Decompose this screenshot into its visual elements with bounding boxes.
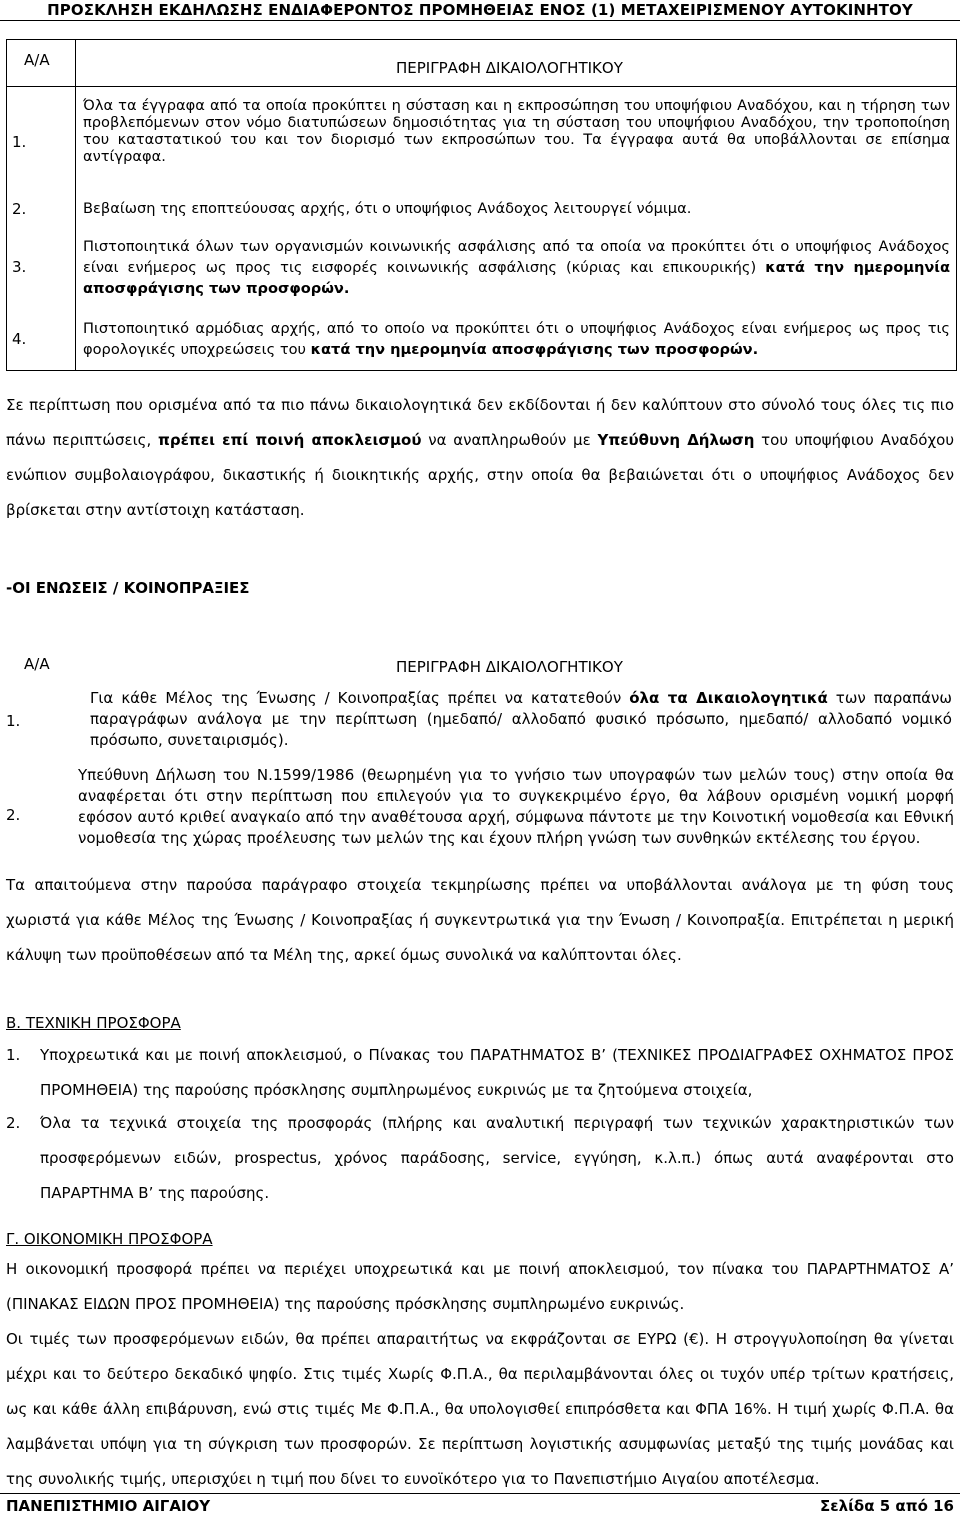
- table2-row1-post: των παραπάνω παραγράφων ανάλογα με την περίπτωση (ημεδαπό/ αλλοδαπό φυσικό πρόσωπο, ημεδαπό/ αλλοδαπό νομικό πρόσωπο, συνεταιρισμός).: [90, 689, 952, 749]
- unions-title: -ΟΙ ΕΝΩΣΕΙΣ / ΚΟΙΝΟΠΡΑΞΙΕΣ: [6, 579, 250, 597]
- section-b-item1-text: Υποχρεωτικά και με ποινή αποκλεισμού, ο Πίνακας του ΠΑΡΑΤΗΜΑΤΟΣ Β’ (ΤΕΧΝΙΚΕΣ ΠΡΟΔΙΑΓΡΑΦΕΣ ΟΧΗΜΑΤΟΣ ΠΡΟΣ ΠΡΟΜΗΘΕΙΑ) της παρούσης πρόσκλησης συμπληρωμένος ευκρινώς με τα ζητούμενα στοιχεία,: [40, 1046, 954, 1099]
- table2-row2-text: Υπεύθυνη Δήλωση του Ν.1599/1986 (θεωρημένη για το γνήσιο των υπογραφών των μελών τους) στην οποία θα αναφέρεται ότι στην περίπτωση που επιλεγούν για το συγκεκριμένο έργο, θα λάβουν ορισμένη νομική μορφή εφόσον αυτό κριθεί αναγκαίο από την αναθέτουσα αρχή, σύμφωνα πάντοτε με την Κοινοτική νομοθεσία και Εθνική νομοθεσία της χώρας προέλευσης των μελών της και έχουν πλήρη γνώση των συνθηκών εκτέλεσης του έργου.: [78, 766, 954, 847]
- table2-row1-pre: Για κάθε Μέλος της Ένωσης / Κοινοπραξίας πρέπει να κατατεθούν: [90, 689, 622, 707]
- table1-row4-text: Πιστοποιητικό αρμόδιας αρχής, από το οποίο να προκύπτει ότι ο υποψήφιος Ανάδοχος είναι ενήμερος ως προς τις φορολογικές υποχρεώσεις του: [83, 320, 950, 358]
- table1-row4-desc: [83, 318, 950, 360]
- table1-row2-num: 2.: [12, 200, 27, 218]
- table2-col-desc: ΠΕΡΙΓΡΑΦΗ ΔΙΚΑΙΟΛΟΓΗΤΙΚΟΥ: [396, 658, 623, 676]
- table1-row3-desc: [83, 236, 950, 299]
- table1-row4-num: 4.: [12, 330, 27, 348]
- para1-text3: του υποψήφιου Αναδόχου ενώπιον συμβολαιογράφου, δικαστικής ή διοικητικής αρχής, στην οποία θα βεβαιώνεται ότι ο υποψήφιος Ανάδοχος δεν βρίσκεται στην αντίστοιχη κατάσταση.: [6, 431, 955, 519]
- table2-row1-bold: όλα τα Δικαιολογητικά: [629, 689, 828, 707]
- section-g-p2: Οι τιμές των προσφερόμενων ειδών, θα πρέπει απαραιτήτως να εκφράζονται σε ΕΥΡΩ (€). Η στρογγυλοποίηση θα γίνεται μέχρι και το δεύτερο δεκαδικό ψηφίο. Στις τιμές Χωρίς Φ.Π.Α., θα περιλαμβάνονται όλες οι τυχόν υπέρ τρίτων κρατήσεις, ως και κάθε άλλη επιβάρυνση, ενώ στις τιμές Με Φ.Π.Α., θα υπολογισθεί επιπρόσθετα και ΦΠΑ 16%. Η τιμή χωρίς Φ.Π.Α. θα λαμβάνεται υπόψη για τη σύγκριση των προσφορών. Σε περίπτωση λογιστικής ασυμφωνίας μεταξύ της τιμής μονάδας και της συνολικής τιμής, υπερισχύει η τιμή που δίνει το ευνοϊκότερο για το Πανεπιστήμιο Αιγαίου αποτέλεσμα.: [6, 1330, 954, 1488]
- para1-text1: Σε περίπτωση που ορισμένα από τα πιο πάνω δικαιολογητικά δεν εκδίδονται ή δεν καλύπτουν στο σύνολό τους όλες τις πιο πάνω περιπτώσεις,: [6, 396, 954, 449]
- table1-row1-num: 1.: [12, 133, 27, 151]
- table1-col-aa: Α/Α: [24, 51, 50, 69]
- section-b-title: Β. ΤΕΧΝΙΚΗ ΠΡΟΣΦΟΡΑ: [6, 1014, 181, 1032]
- table1-row2-text: Βεβαίωση της εποπτεύουσας αρχής, ότι ο υποψήφιος Ανάδοχος λειτουργεί νόμιμα.: [83, 200, 692, 217]
- section-g-p1: Η οικονομική προσφορά πρέπει να περιέχει υποχρεωτικά και με ποινή αποκλεισμού, τον πίνακα του ΠΑΡΑΡΤΗΜΑΤΟΣ Α’ (ΠΙΝΑΚΑΣ ΕΙΔΩΝ ΠΡΟΣ ΠΡΟΜΗΘΕΙΑ) της παρούσης πρόσκλησης συμπληρωμένο ευκρινώς.: [6, 1260, 954, 1313]
- section-g-title: Γ. ΟΙΚΟΝΟΜΙΚΗ ΠΡΟΣΦΟΡΑ: [6, 1230, 213, 1248]
- paragraph-substitute-declaration: [6, 388, 954, 528]
- footer-page-number: Σελίδα 5 από 16: [820, 1497, 954, 1515]
- footer-university: ΠΑΝΕΠΙΣΤΗΜΙΟ ΑΙΓΑΙΟΥ: [6, 1497, 211, 1515]
- para1-bold2: Υπεύθυνη Δήλωση: [597, 431, 755, 449]
- table1-row4-bold: κατά την ημερομηνία αποσφράγισης των προσφορών.: [310, 341, 759, 358]
- para1-bold1: πρέπει επί ποινή αποκλεισμού: [157, 431, 422, 449]
- section-b-item2-num: 2.: [6, 1114, 21, 1132]
- table2-row1-num: 1.: [6, 712, 21, 730]
- table1-row1-text: Όλα τα έγγραφα από τα οποία προκύπτει η σύσταση και η εκπροσώπηση του υποψήφιου Αναδόχου, και η τήρηση των προβλεπόμενων στον νόμο διατυπώσεων δημοσιότητας για τη σύσταση του υποψήφιου Αναδόχου, την τροποποίηση του καταστατικού του και τον διορισμό των εκπροσώπων του. Τα έγγραφα αυτά θα υποβάλλονται σε επίσημα αντίγραφα.: [83, 97, 950, 165]
- table2-row1-desc: [90, 688, 952, 751]
- table1-row3-bold: κατά την ημερομηνία αποσφράγισης των προσφορών.: [83, 259, 951, 297]
- page-footer: [0, 1493, 960, 1518]
- table1-row3-text: Πιστοποιητικά όλων των οργανισμών κοινωνικής ασφάλισης από τα οποία να προκύπτει ότι ο υποψήφιος Ανάδοχος είναι ενήμερος ως προς τις εισφορές κοινωνικής ασφάλισης (κύριας και επικουρικής): [83, 238, 950, 276]
- table1-row3-num: 3.: [12, 258, 27, 276]
- table2-row2-num: 2.: [6, 806, 21, 824]
- table1-col-desc: ΠΕΡΙΓΡΑΦΗ ΔΙΚΑΙΟΛΟΓΗΤΙΚΟΥ: [396, 59, 623, 77]
- paragraph-union-docs: Τα απαιτούμενα στην παρούσα παράγραφο στοιχεία τεκμηρίωσης πρέπει να υποβάλλονται ανάλογα με τη φύση τους χωριστά για κάθε Μέλος της Ένωσης / Κοινοπραξίας ή συγκεντρωτικά για την Ένωση / Κοινοπραξία. Επιτρέπεται η μερική κάλυψη των προϋποθέσεων από τα Μέλη της, αρκεί όμως συνολικά να καλύπτονται όλες.: [6, 876, 954, 964]
- page-header: ΠΡΟΣΚΛΗΣΗ ΕΚΔΗΛΩΣΗΣ ΕΝΔΙΑΦΕΡΟΝΤΟΣ ΠΡΟΜΗΘΕΙΑΣ ΕΝΟΣ (1) ΜΕΤΑΧΕΙΡΙΣΜΕΝΟΥ ΑΥΤΟΚΙΝΗΤΟΥ: [0, 0, 960, 21]
- table2-col-aa: Α/Α: [24, 655, 50, 673]
- section-b-item1-num: 1.: [6, 1046, 21, 1064]
- section-b-item2-text: Όλα τα τεχνικά στοιχεία της προσφοράς (πλήρης και αναλυτική περιγραφή των τεχνικών χαρακτηριστικών των προσφερόμενων ειδών, prospectus, χρόνος παράδοσης, service, εγγύηση, κ.λ.π.) όπως αυτά αναφέρονται στο ΠΑΡΑΡΤΗΜΑ Β’ της παρούσης.: [40, 1114, 954, 1202]
- para1-text2: να αναπληρωθούν με: [428, 431, 591, 449]
